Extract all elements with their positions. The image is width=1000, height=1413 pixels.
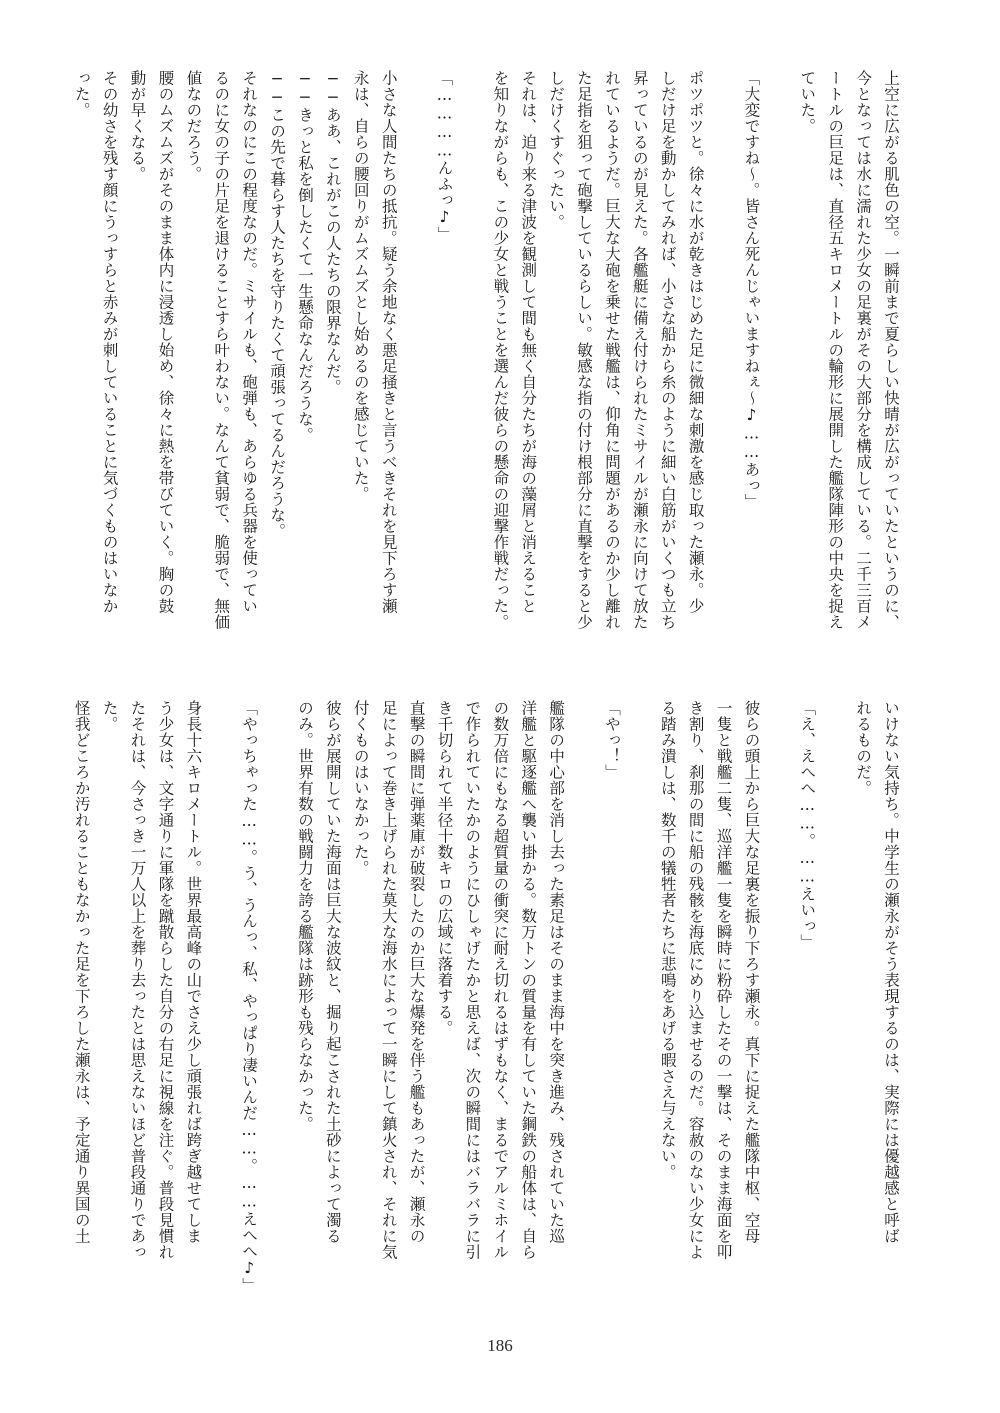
lower-text-spacer [820, 700, 848, 1310]
lower-text-line: 「え、えへへ……。……えいっ」 [798, 700, 817, 950]
upper-text-spacer [709, 70, 737, 680]
lower-text-line: 艦隊の中心部を消し去った素足はそのまま海中を突き進み、残されていた巡 [547, 700, 566, 1244]
upper-text-line: しだけ足を動かしてみれば、小さな船から糸のように細い白筋がいくつも立ち [658, 70, 677, 630]
lower-text-line: たそれは、今さっき一万人以上を葬り去ったとは思えないほど普段通りであっ [128, 700, 147, 1260]
lower-text-line: 身長十六キロメートル。世界最高峰の山でさえ少し頑張れば跨ぎ越せてしま [184, 700, 203, 1244]
upper-text-line: 永は、自らの腰回りがムズムズとし始めるのを感じていた。 [351, 70, 370, 502]
upper-text-line: 値なのだろう。 [184, 70, 203, 182]
lower-text-line: 一隻と戦艦二隻、巡洋艦一隻を瞬時に粉砕したその一撃は、そのまま海面を叩 [714, 700, 733, 1260]
lower-text-line: の数万倍にもなる超質量の衝突に耐え切れるはずもなく、まるでアルミホイル [491, 700, 510, 1260]
lower-text-spacer [625, 700, 653, 1310]
lower-text-line: 足によって巻き上げられた莫大な海水によって一瞬にして鎮火され、それに気 [379, 700, 398, 1260]
lower-text-line: で作られていたかのようにひしゃげたかと思えば、次の瞬間にはバラバラに引 [463, 700, 482, 1260]
lower-text-line: た。 [100, 700, 119, 732]
upper-text-line: れているようだ。巨大な大砲を乗せた戦艦は、仰角に問題があるのか少し離れ [602, 70, 621, 630]
upper-text-spacer [458, 70, 486, 680]
upper-text-line: しだけくすぐったい。 [547, 70, 566, 230]
lower-text-spacer [569, 700, 597, 1310]
lower-text-block [72, 700, 904, 1310]
upper-text-line: ──きっと私を倒したくて一生懸命なんだろうな。 [295, 70, 314, 443]
upper-text-line: それなのにこの程度なのだ。ミサイルも、砲弾も、あらゆる兵器を使ってい [240, 70, 259, 614]
lower-text-line: いけない気持ち。中学生の瀬永がそう表現するのは、実際には優越感と呼ば [882, 700, 900, 1244]
lower-text-line: 彼らが展開していた海面は巨大な波紋と、掘り起こされた土砂によって濁る [323, 700, 342, 1244]
lower-text-line: 怪我どころか汚れることもなかった足を下ろした瀬永は、予定通り異国の土 [72, 700, 91, 1244]
lower-text-line: 「やっ！」 [602, 700, 621, 780]
lower-text-spacer [764, 700, 792, 1310]
upper-text-line: 動が早くなる。 [128, 70, 147, 182]
lower-text-line: れるものだ。 [854, 700, 873, 796]
lower-text-spacer [206, 700, 234, 1310]
upper-text-spacer [402, 70, 430, 680]
upper-text-block [72, 70, 904, 680]
lower-text-line: 付くものはいなかった。 [351, 700, 370, 876]
upper-text-line: 「大変ですね～。皆さん死んじゃいますねぇ～♪……あっ」 [742, 70, 761, 510]
upper-text-line: ──この先で暮らす人たちを守りたくて頑張ってるんだろうな。 [268, 70, 287, 539]
lower-text-line: う少女は、文字通りに軍隊を蹴散らした自分の右足に視線を注ぐ。普段見慣れ [156, 700, 175, 1260]
lower-text-line: き千切られて半径十数キロの広域に落着する。 [435, 700, 454, 1036]
upper-text-line: を知りながらも、この少女と戦うことを選んだ彼らの懸命の迎撃作戦だった。 [491, 70, 510, 630]
upper-text-line: 今となっては水に濡れた少女の足裏がその大部分を構成している。二千三百メ [854, 70, 873, 630]
lower-text-line: き割り、刹那の間に船の残骸を海底にめり込ませるのだ。容赦のない少女によ [686, 700, 705, 1260]
lower-text-spacer [262, 700, 290, 1310]
upper-text-line: 昇っているのが見えた。各艦艇に備え付けられたミサイルが瀬永に向けて放た [630, 70, 649, 630]
upper-text-line: それは、迫り来る津波を観測して間も無く自分たちが海の藻屑と消えること [519, 70, 538, 614]
lower-text-line: 洋艦と駆逐艦へ襲い掛かる。数万トンの質量を有していた鋼鉄の船体は、自ら [519, 700, 538, 1260]
lower-text-line: 彼らの頭上から巨大な足裏を振り下ろす瀬永。真下に捉えた艦隊中枢、空母 [742, 700, 761, 1244]
page-number: 186 [487, 1336, 513, 1355]
upper-text-line: った。 [72, 70, 91, 118]
upper-text-line: るのに女の子の片足を退けることすら叶わない。なんて貧弱で、脆弱で、無価 [212, 70, 231, 630]
lower-text-line: る踏み潰しは、数千の犠牲者たちに悲鳴をあげる暇さえ与えない。 [658, 700, 677, 1180]
upper-text-line: ポツポツと。徐々に水が乾きはじめた足に微細な刺激を感じ取った瀬永。少 [686, 70, 705, 614]
upper-text-line: ていた。 [798, 70, 817, 134]
upper-text-line: 小さな人間たちの抵抗。疑う余地なく悪足掻きと言うべきそれを見下ろす瀬 [379, 70, 398, 614]
lower-text-line: のみ。世界有数の戦闘力を誇る艦隊は跡形も残らなかった。 [295, 700, 314, 1132]
upper-text-line: 上空に広がる肌色の空。一瞬前まで夏らしい快晴が広がっていたというのに、 [882, 70, 900, 630]
upper-text-line: ートルの巨足は、直径五キロメートルの輪形に展開した艦隊陣形の中央を捉え [826, 70, 845, 630]
upper-text-line: た足指を狙って砲撃しているらしい。敏感な指の付け根部分に直撃をすると少 [575, 70, 594, 630]
upper-text-line: 「…………んふっ♪」 [435, 70, 454, 243]
upper-text-line: ──ああ、これがこの人たちの限界なんだ。 [323, 70, 342, 395]
lower-text-line: 直撃の瞬間に弾薬庫が破裂したのか巨大な爆発を伴う艦もあったが、瀬永の [407, 700, 426, 1244]
upper-text-line: 腰のムズムズがそのまま体内に浸透し始め、徐々に熱を帯びていく。胸の鼓 [156, 70, 175, 614]
lower-text-line: 「やっちゃった……。う、うんっ、私、やっぱり凄いんだ……。……えへへ♪」 [240, 700, 259, 1294]
upper-text-spacer [764, 70, 792, 680]
upper-text-line: その幼さを残す顔にうっすらと赤みが刺していることに気づくものはいなか [100, 70, 119, 614]
